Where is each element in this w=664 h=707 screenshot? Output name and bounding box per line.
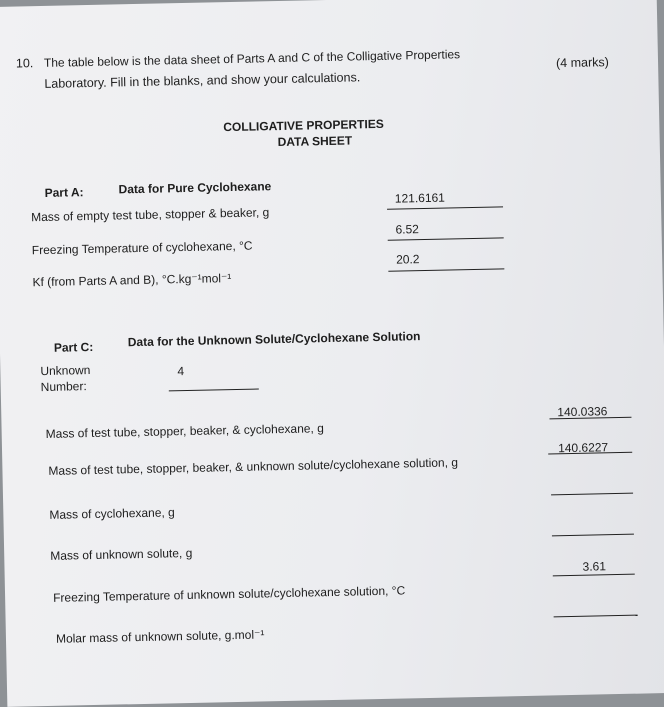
part-a-row-value: 6.52 (395, 222, 419, 237)
sheet-subtitle: DATA SHEET (277, 133, 353, 150)
answer-blank-line (551, 493, 633, 496)
part-a-row-value: 121.6161 (394, 190, 446, 206)
question-text-line2: Laboratory. Fill in the blanks, and show your calculations. (44, 70, 361, 91)
part-c-row-label: Freezing Temperature of unknown solute/cyclohexane solution, °C (52, 583, 406, 605)
part-c-heading: Data for the Unknown Solute/Cyclohexane Solution (127, 329, 421, 350)
sheet-title: COLLIGATIVE PROPERTIES (223, 116, 384, 135)
part-c-row-value: 3.61 (582, 559, 607, 574)
answer-blank-line (553, 574, 635, 577)
part-c-row-label: Mass of cyclohexane, g (49, 505, 175, 522)
question-text-line1: The table below is the data sheet of Parts A and C of the Colligative Properties (43, 47, 461, 70)
answer-blank-line (387, 206, 503, 209)
part-a-row-label: Freezing Temperature of cyclohexane, °C (31, 238, 253, 258)
answer-blank-line (388, 237, 504, 240)
unknown-number-value: 4 (177, 364, 185, 379)
answer-blank-line (388, 268, 504, 271)
part-a-row-value: 20.2 (395, 252, 420, 267)
part-c-row-label: Molar mass of unknown solute, g.mol⁻¹ (55, 627, 265, 646)
answer-blank-line (169, 388, 259, 391)
part-c-row-label: Mass of test tube, stopper, beaker, & cyclohexane, g (45, 421, 324, 441)
part-c-label: Part C: (53, 339, 94, 355)
part-c-row-label: Mass of unknown solute, g (50, 545, 193, 563)
part-c-row-value: 140.6227 (557, 440, 609, 456)
question-number: 10. (15, 56, 34, 71)
part-a-label: Part A: (44, 185, 84, 200)
part-a-row-label: Mass of empty test tube, stopper & beaker, g (31, 205, 270, 225)
unknown-label: Unknown (40, 363, 91, 379)
part-a-row-label: Kf (from Parts A and B), °C.kg⁻¹mol⁻¹ (32, 271, 232, 290)
answer-blank-line (552, 534, 634, 537)
part-a-heading: Data for Pure Cyclohexane (118, 179, 272, 197)
part-c-row-label: Mass of test tube, stopper, beaker, & unknown solute/cyclohexane solution, g (48, 455, 459, 478)
question-marks: (4 marks) (555, 55, 609, 71)
answer-blank-line (554, 615, 638, 618)
unknown-label-2: Number: (40, 379, 87, 395)
part-c-row-value: 140.0336 (557, 404, 608, 420)
